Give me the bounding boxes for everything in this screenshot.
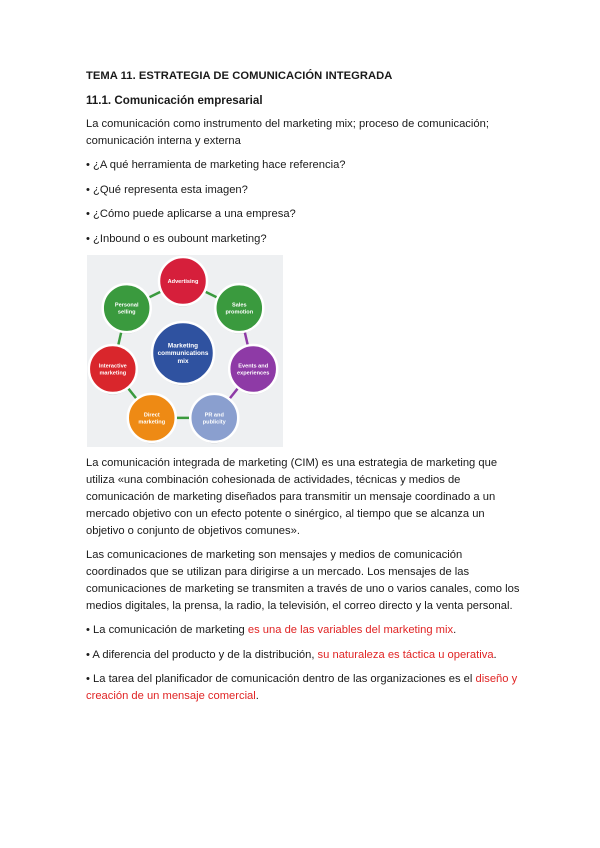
bullet-text: • La comunicación de marketing (86, 624, 248, 636)
highlighted-text: diseño y creación de un mensaje comercial (86, 673, 518, 702)
connector-line (128, 388, 137, 399)
mix-node-label: Events and experiences (237, 363, 270, 377)
marketing-mix-diagram (87, 255, 283, 447)
bullet-end: . (493, 648, 497, 661)
communications-paragraph: Las comunicaciones de marketing son mensajes y medios de comunicación coordinados que se utilizan para dirigirse a un mercado. Los mensajes de las comunicaciones de marketing se transmiten a través de uno o varios canales, como los medios digitales, la prensa, la radio, la televisión, el correo directo y la venta personal. (86, 549, 520, 612)
mix-node-label: Direct marketing (138, 412, 166, 426)
highlighted-text: su naturaleza es táctica u operativa (317, 648, 494, 661)
mix-node-label: Sales promotion (225, 302, 254, 316)
question-item: • ¿Qué representa esta imagen? (86, 183, 248, 196)
document-title: TEMA 11. ESTRATEGIA DE COMUNICACIÓN INTEGRADA (86, 70, 393, 82)
connector-line (245, 332, 248, 346)
connector-line (205, 291, 218, 297)
cim-paragraph: La comunicación integrada de marketing (CIM) es una estrategia de marketing que utiliza «una combinación cohesionada de actividades, técnicas y medios de comunicación de marketing diseñados para transmitir un mensaje coordinado a un mercado objetivo con un efecto potente o sinérgico, al tiempo que se alcanza un objetivo o conjunto de objetivos comunes». (86, 457, 498, 537)
bullet-end: . (453, 624, 457, 636)
connector-line (229, 388, 238, 399)
connector-line (148, 291, 161, 297)
mix-node-label: Interactive marketing (98, 363, 127, 377)
bullet-item (86, 671, 522, 705)
bullet-text: • La tarea del planificador de comunicación dentro de las organizaciones es el (86, 673, 476, 685)
center-label: Marketing communications mix (157, 342, 209, 366)
mix-node-label: Advertising (167, 278, 199, 285)
diagram-canvas (87, 255, 283, 447)
document-page (86, 70, 522, 713)
connector-line (118, 332, 121, 346)
bullet-text: • A diferencia del producto y de la distribución, (86, 648, 318, 661)
question-item: • ¿Inbound o es oubount marketing? (86, 232, 267, 245)
mix-node-label: PR and publicity (202, 412, 226, 426)
intro-paragraph: La comunicación como instrumento del marketing mix; proceso de comunicación; comunicación interna y externa (86, 118, 489, 147)
mix-node-label: Personal selling (114, 302, 139, 316)
question-item: • ¿A qué herramienta de marketing hace referencia? (86, 159, 346, 171)
section-heading: 11.1. Comunicación empresarial (86, 94, 263, 107)
bullet-item (86, 622, 522, 639)
highlighted-text: es una de las variables del marketing mix (247, 624, 454, 636)
bullet-item (86, 647, 522, 664)
question-item: • ¿Cómo puede aplicarse a una empresa? (86, 208, 296, 220)
bullet-end: . (255, 690, 259, 702)
